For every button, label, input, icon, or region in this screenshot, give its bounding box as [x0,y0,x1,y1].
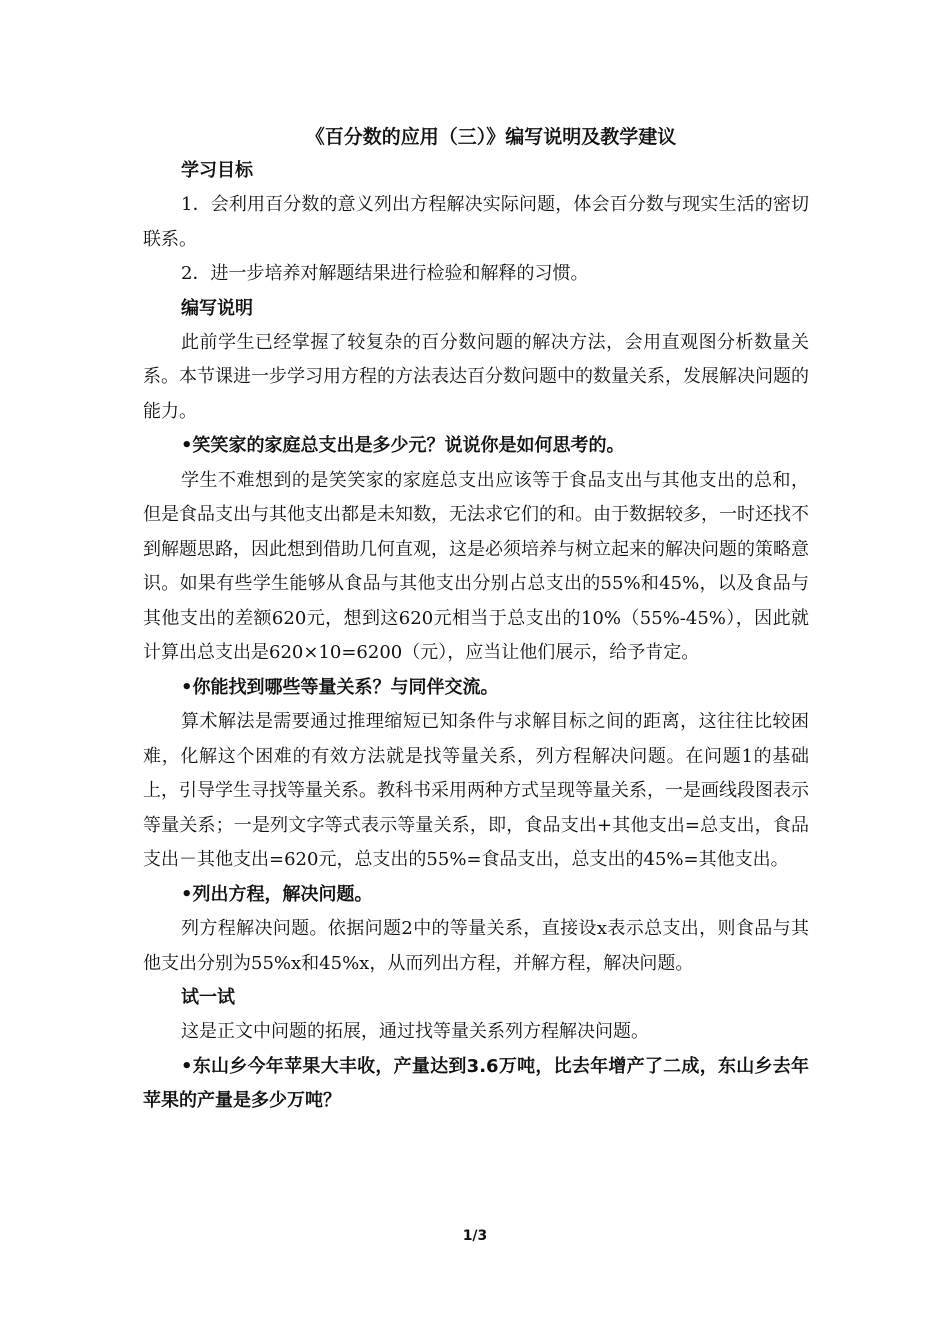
try-paragraph: 这是正文中问题的拓展，通过找等量关系列方程解决问题。 [181,1021,649,1042]
try-heading: 试一试 [181,987,235,1008]
question-1: •笑笑家的家庭总支出是多少元？说说你是如何思考的。 [181,435,625,456]
question-2: •你能找到哪些等量关系？与同伴交流。 [181,676,499,698]
question-2-paragraph: 算术解法是需要通过推理缩短已知条件与求解目标之间的距离，这往往比较困难，化解这个困难的有效方法就是找等量关系，列方程解决问题。在问题1的基础上，引导学生寻找等量关系。教科书采用两种方式呈现等量关系，一是画线段图表示等量关系；一是列文字等式表示等量关系，即，食品支出+其他支出=总支出，食品支出－其他支出=620元，总支出的55%=食品支出，总支出的45%=其他支出。 [143,711,809,870]
objectives-heading: 学习目标 [181,160,253,181]
question-3-paragraph: 列方程解决问题。依据问题2中的等量关系，直接设x表示总支出，则食品与其他支出分别为55%x和45%x，从而列出方程，并解方程，解决问题。 [143,918,809,974]
question-4: •东山乡今年苹果大丰收，产量达到3.6万吨，比去年增产了二成，东山乡去年苹果的产量是多少万吨？ [143,1055,809,1111]
writing-paragraph: 此前学生已经掌握了较复杂的百分数问题的解决方法，会用直观图分析数量关系。本节课进一步学习用方程的方法表达百分数问题中的数量关系，发展解决问题的能力。 [143,331,809,422]
page-number: 1/3 [462,1228,488,1244]
page-title: 《百分数的应用（三）》编写说明及教学建议 [305,126,677,148]
objective-1: 1．会利用百分数的意义列出方程解决实际问题，体会百分数与现实生活的密切联系。 [143,194,809,250]
question-1-paragraph: 学生不难想到的是笑笑家的家庭总支出应该等于食品支出与其他支出的总和，但是食品支出与其他支出都是未知数，无法求它们的和。由于数据较多，一时还找不到解题思路，因此想到借助几何直观，这是必须培养与树立起来的解决问题的策略意识。如果有些学生能够从食品与其他支出分别占总支出的55%和45%，以及食品与其他支出的差额620元，想到这620元相当于总支出的10%（55%-45%），因此就计算出总支出是620×10=6200（元），应当让他们展示，给予肯定。 [143,469,809,663]
objective-2: 2．进一步培养对解题结果进行检验和解释的习惯。 [181,263,589,284]
question-3: •列出方程，解决问题。 [181,883,373,905]
writing-heading: 编写说明 [181,297,253,319]
page-body [143,120,809,1119]
